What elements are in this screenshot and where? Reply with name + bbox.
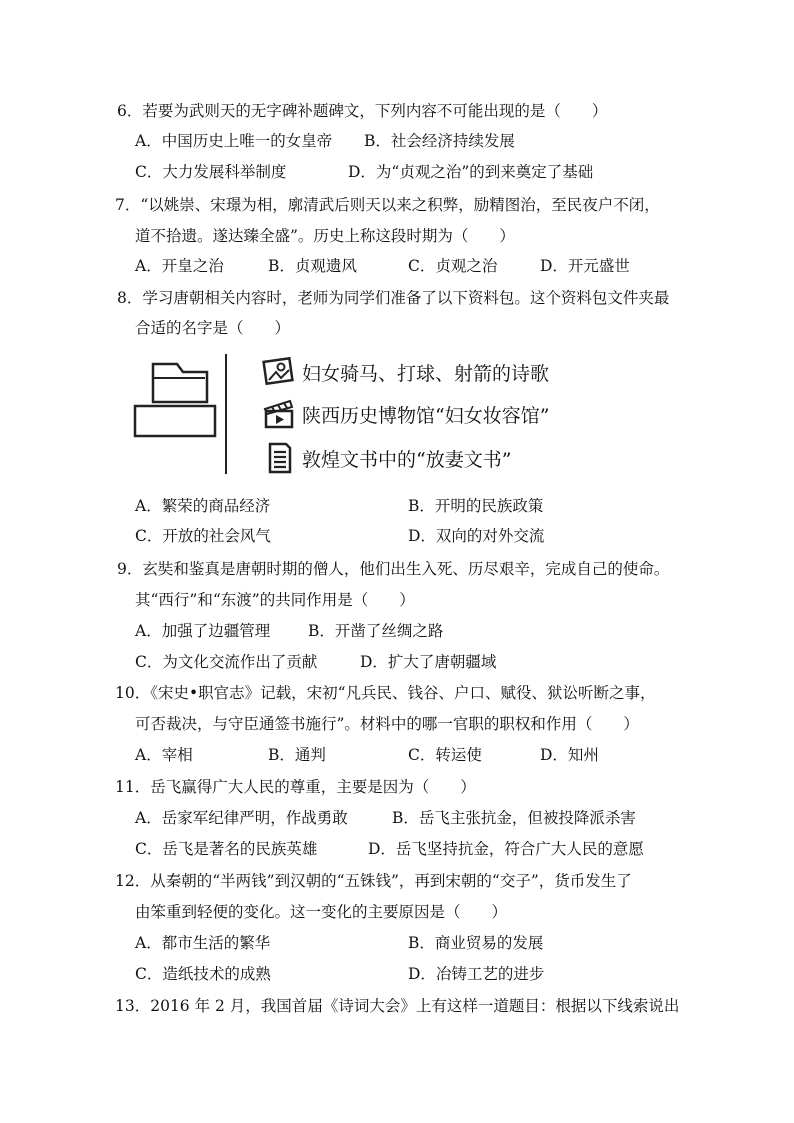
q10-option-a: A．宰相 — [135, 746, 193, 764]
q11-option-a: A．岳家军纪律严明，作战勇敢 — [135, 809, 348, 827]
q8-option-b: B．开明的民族政策 — [408, 497, 544, 515]
resource-label: 敦煌文书中的“放妻文书” — [302, 448, 512, 471]
q8-stem-line2: 合适的名字是（ ） — [135, 319, 291, 337]
q7-stem-line2: 道不拾遗。遂达臻全盛”。历史上称这段时期为（ ） — [135, 227, 515, 245]
q8-option-d: D．双向的对外交流 — [408, 527, 545, 545]
q9-option-a: A．加强了边疆管理 — [135, 622, 271, 640]
q8-stem-line1: 8．学习唐朝相关内容时，老师为同学们准备了以下资料包。这个资料包文件夹最 — [117, 289, 670, 307]
q12-option-c: C．造纸技术的成熟 — [135, 965, 271, 983]
q9-option-d: D．扩大了唐朝疆域 — [360, 653, 497, 671]
folder-name-blank — [135, 406, 215, 436]
q11-option-c: C．岳飞是著名的民族英雄 — [135, 840, 318, 858]
q11-option-d: D．岳飞坚持抗金，符合广大人民的意愿 — [368, 840, 644, 858]
q7-stem-line1: 7．“以姚崇、宋璟为相，廓清武后则天以来之积弊，励精图治，至民夜户不闭， — [115, 196, 660, 214]
q10-option-d: D．知州 — [540, 746, 599, 764]
q6-option-a: A．中国历史上唯一的女皇帝 — [135, 132, 333, 150]
q9-option-b: B．开凿了丝绸之路 — [308, 622, 444, 640]
q6-stem: 6．若要为武则天的无字碑补题碑文，下列内容不可能出现的是（ ） — [117, 102, 608, 120]
q9-stem-line1: 9．玄奘和鉴真是唐朝时期的僧人，他们出生入死、历尽艰辛，完成自己的使命。 — [117, 560, 670, 578]
q10-stem-line1: 10．《宋史•职官志》记载，宋初“凡兵民、钱谷、户口、赋役、狱讼听断之事， — [115, 684, 656, 702]
q12-stem-line1: 12．从秦朝的“半两钱”到汉朝的“五铢钱”，再到宋朝的“交子”，货币发生了 — [115, 872, 632, 890]
q7-option-c: C．贞观之治 — [408, 257, 498, 275]
q7-option-d: D．开元盛世 — [540, 257, 630, 275]
q9-stem-line2: 其“西行”和“东渡”的共同作用是（ ） — [135, 591, 415, 609]
q8-option-c: C．开放的社会风气 — [135, 527, 271, 545]
resource-label: 妇女骑马、打球、射箭的诗歌 — [302, 362, 550, 385]
divider — [225, 354, 227, 474]
q12-stem-line2: 由笨重到轻便的变化。这一变化的主要原因是（ ） — [135, 903, 508, 921]
q11-stem: 11．岳飞赢得广大人民的尊重，主要是因为（ ） — [115, 778, 476, 796]
q6-option-c: C．大力发展科举制度 — [135, 163, 287, 181]
resource-item — [262, 398, 549, 430]
q10-option-b: B．通判 — [268, 746, 326, 764]
clapperboard-icon — [262, 398, 296, 430]
q7-option-b: B．贞观遗风 — [268, 257, 357, 275]
image-icon — [262, 356, 296, 388]
resource-label: 陕西历史博物馆“妇女妆容馆” — [302, 404, 550, 427]
document-icon — [262, 442, 296, 474]
q7-option-a: A．开皇之治 — [135, 257, 224, 275]
q9-option-c: C．为文化交流作出了贡献 — [135, 653, 318, 671]
q6-option-d: D．为“贞观之治”的到来奠定了基础 — [348, 163, 594, 181]
q8-option-a: A．繁荣的商品经济 — [135, 497, 271, 515]
folder-icon — [133, 352, 233, 474]
resource-item — [262, 442, 511, 474]
q12-option-b: B．商业贸易的发展 — [408, 934, 544, 952]
q10-option-c: C．转运使 — [408, 746, 482, 764]
folder-illustration — [133, 352, 233, 474]
q10-stem-line2: 可否裁决，与守臣通签书施行”。材料中的哪一官职的职权和作用（ ） — [135, 715, 639, 733]
resource-item — [262, 356, 549, 388]
q12-option-a: A．都市生活的繁华 — [135, 934, 271, 952]
q6-option-b: B．社会经济持续发展 — [364, 132, 515, 150]
q13-stem: 13．2016 年 2 月，我国首届《诗词大会》上有这样一道题目：根据以下线索说出 — [115, 997, 680, 1015]
q12-option-d: D．冶铸工艺的进步 — [408, 965, 545, 983]
q11-option-b: B．岳飞主张抗金，但被投降派杀害 — [392, 809, 636, 827]
